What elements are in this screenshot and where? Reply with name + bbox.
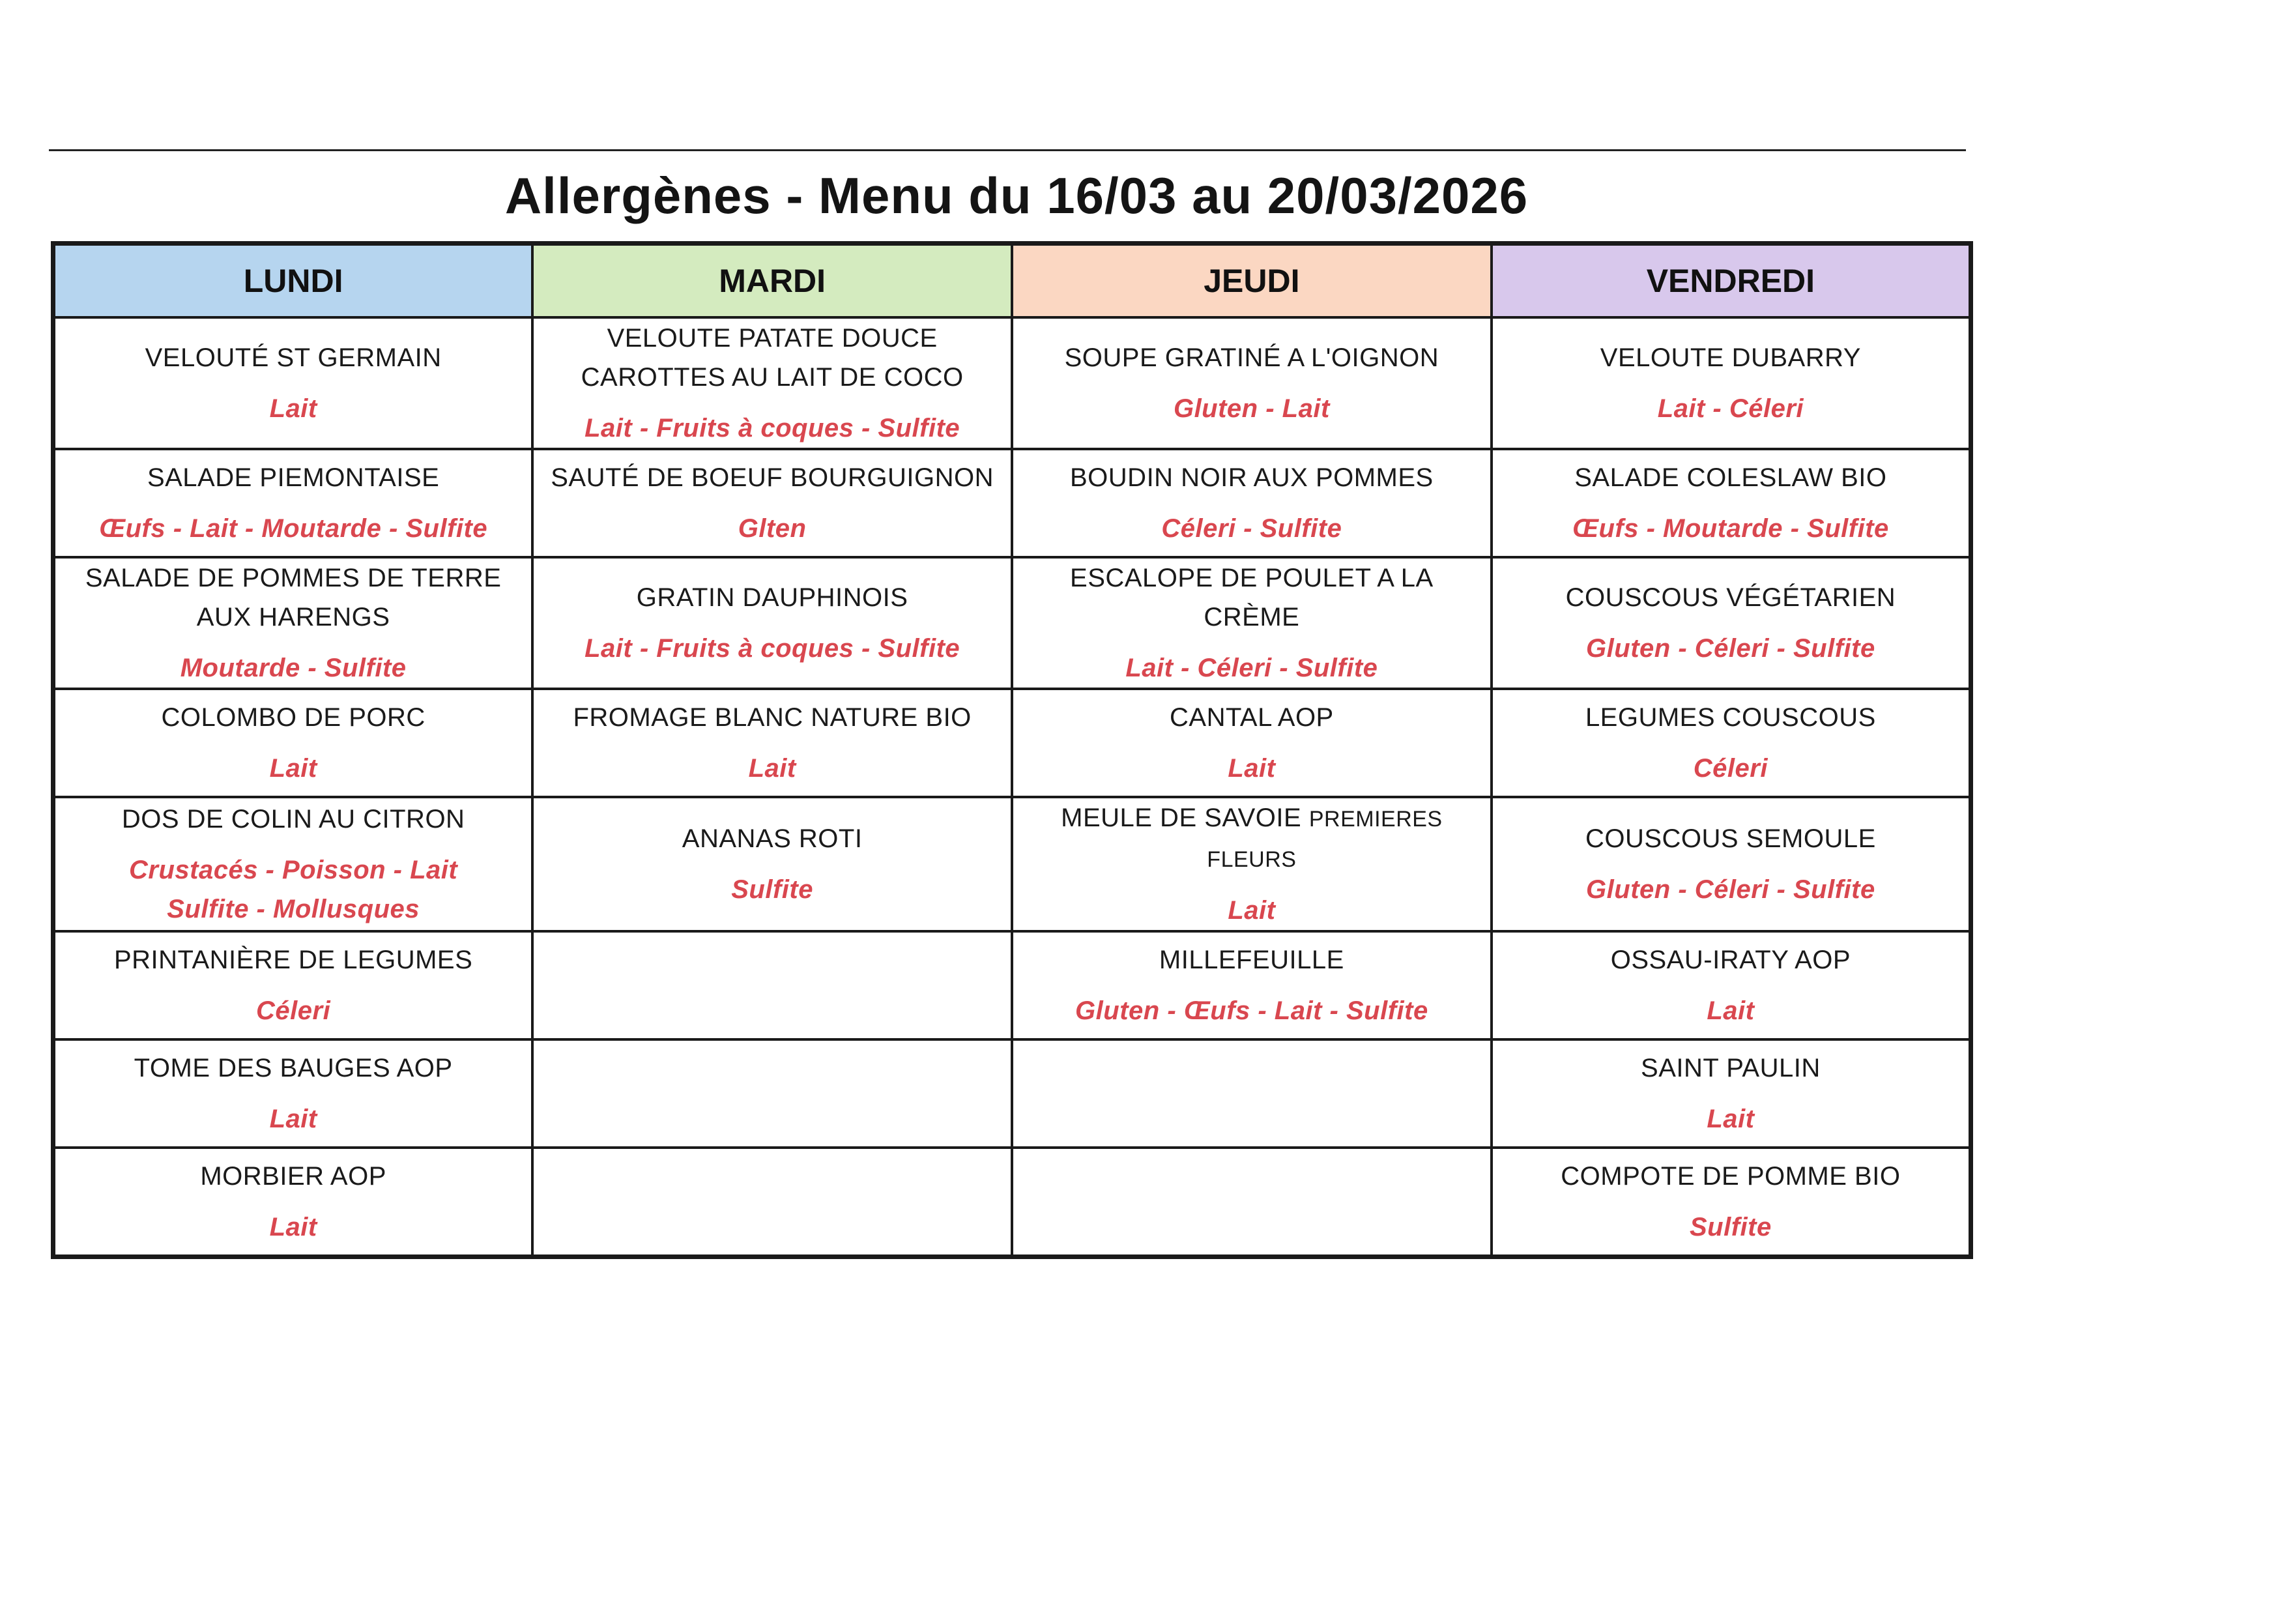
dish-label-suffix: PREMIERES FLEURS — [1207, 807, 1443, 872]
menu-cell — [1492, 797, 1971, 931]
allergen-list: Crustacés - Poisson - Lait Sulfite - Mollusques — [129, 856, 458, 923]
allergen-list: Gluten - Lait — [1173, 394, 1330, 423]
menu-cell — [53, 449, 533, 557]
dish-label: SALADE DE POMMES DE TERRE AUX HARENGS — [85, 564, 502, 631]
allergen-list: Lait - Fruits à coques - Sulfite — [585, 634, 960, 663]
allergen-list: Lait — [1707, 1105, 1755, 1133]
allergen-list: Œufs - Lait - Moutarde - Sulfite — [99, 514, 488, 543]
menu-cell — [53, 1148, 533, 1257]
dish-name — [67, 1157, 519, 1196]
dish-label: COUSCOUS VÉGÉTARIEN — [1565, 583, 1896, 612]
dish-label: ANANAS ROTI — [682, 824, 863, 853]
table-row — [53, 797, 1971, 931]
allergen-list: Gluten - Œufs - Lait - Sulfite — [1075, 996, 1428, 1025]
menu-cell — [53, 317, 533, 449]
dish-name — [1505, 1049, 1957, 1088]
menu-cell — [532, 931, 1012, 1039]
menu-cell — [1012, 317, 1492, 449]
allergen-list: Sulfite — [731, 875, 813, 904]
menu-cell — [1012, 931, 1492, 1039]
dish-name — [67, 1049, 519, 1088]
day-header-mardi: MARDI — [532, 244, 1012, 318]
allergen-list: Lait — [1707, 996, 1755, 1025]
menu-cell — [532, 1148, 1012, 1257]
menu-cell — [532, 689, 1012, 797]
dish-label: MEULE DE SAVOIE — [1061, 804, 1302, 832]
menu-cell — [532, 797, 1012, 931]
dish-label: TOME DES BAUGES AOP — [134, 1054, 453, 1082]
menu-cell — [1012, 797, 1492, 931]
dish-label: COMPOTE DE POMME BIO — [1561, 1162, 1901, 1191]
dish-label: COLOMBO DE PORC — [161, 703, 426, 732]
allergen-list: Lait - Céleri — [1657, 394, 1804, 423]
menu-cell — [1492, 689, 1971, 797]
table-row — [53, 1148, 1971, 1257]
dish-name — [67, 800, 519, 839]
dish-name — [545, 319, 999, 397]
allergen-list: Lait — [748, 754, 796, 783]
dish-name — [67, 940, 519, 979]
dish-name — [1025, 798, 1479, 879]
menu-cell — [53, 1039, 533, 1148]
allergen-list: Gluten - Céleri - Sulfite — [1586, 634, 1875, 663]
dish-name — [1505, 578, 1957, 617]
menu-cell — [1492, 317, 1971, 449]
menu-cell — [53, 797, 533, 931]
menu-cell — [1012, 557, 1492, 689]
allergen-list: Lait - Céleri - Sulfite — [1125, 654, 1378, 682]
dish-label: BOUDIN NOIR AUX POMMES — [1070, 463, 1434, 492]
dish-label: SOUPE GRATINÉ A L'OIGNON — [1064, 343, 1439, 372]
table-row — [53, 449, 1971, 557]
dish-label: SALADE PIEMONTAISE — [147, 463, 440, 492]
allergen-list: Gluten - Céleri - Sulfite — [1586, 875, 1875, 904]
menu-cell — [532, 1039, 1012, 1148]
dish-name — [1505, 458, 1957, 497]
allergen-list: Céleri — [1693, 754, 1768, 783]
dish-label: DOS DE COLIN AU CITRON — [121, 805, 465, 834]
menu-cell — [1012, 449, 1492, 557]
day-header-vendredi: VENDREDI — [1492, 244, 1971, 318]
dish-name — [67, 698, 519, 737]
dish-name — [67, 338, 519, 377]
allergen-list: Lait — [1228, 896, 1276, 925]
table-row — [53, 557, 1971, 689]
dish-name — [67, 458, 519, 497]
table-row — [53, 931, 1971, 1039]
dish-name — [1025, 940, 1479, 979]
menu-cell — [532, 449, 1012, 557]
dish-name — [1025, 338, 1479, 377]
page-title: Allergènes - Menu du 16/03 au 20/03/2026 — [504, 167, 1529, 224]
header-row — [53, 244, 1971, 318]
day-header-jeudi: JEUDI — [1012, 244, 1492, 318]
dish-label: MILLEFEUILLE — [1159, 946, 1344, 974]
allergen-list: Lait — [269, 1213, 317, 1241]
dish-label: SAUTÉ DE BOEUF BOURGUIGNON — [551, 463, 994, 492]
menu-cell — [1492, 1039, 1971, 1148]
dish-label: ESCALOPE DE POULET A LA CRÈME — [1070, 564, 1434, 631]
dish-label: COUSCOUS SEMOULE — [1585, 824, 1876, 853]
menu-cell — [1012, 689, 1492, 797]
dish-name — [545, 698, 999, 737]
menu-cell — [1492, 931, 1971, 1039]
dish-name — [67, 558, 519, 637]
dish-label: SALADE COLESLAW BIO — [1574, 463, 1887, 492]
dish-label: VELOUTE PATATE DOUCE CAROTTES AU LAIT DE COCO — [581, 324, 964, 392]
allergen-list: Œufs - Moutarde - Sulfite — [1572, 514, 1889, 543]
menu-cell — [1492, 449, 1971, 557]
table-row — [53, 1039, 1971, 1148]
menu-cell — [53, 557, 533, 689]
dish-label: GRATIN DAUPHINOIS — [636, 583, 908, 612]
menu-cell — [532, 317, 1012, 449]
allergen-list: Lait - Fruits à coques - Sulfite — [585, 414, 960, 442]
menu-cell — [532, 557, 1012, 689]
dish-name — [1505, 940, 1957, 979]
dish-name — [545, 578, 999, 617]
menu-body — [53, 317, 1971, 1257]
dish-name — [1505, 698, 1957, 737]
allergen-list: Lait — [269, 394, 317, 423]
dish-name — [545, 819, 999, 858]
allergen-list: Glten — [738, 514, 807, 543]
dish-name — [545, 458, 999, 497]
dish-name — [1505, 338, 1957, 377]
dish-label: OSSAU-IRATY AOP — [1610, 946, 1851, 974]
dish-name — [1025, 458, 1479, 497]
allergen-list: Céleri — [256, 996, 331, 1025]
allergen-list: Moutarde - Sulfite — [180, 654, 407, 682]
top-divider-line — [49, 149, 1966, 151]
allergen-list: Sulfite — [1690, 1213, 1772, 1241]
allergen-list: Lait — [269, 754, 317, 783]
dish-label: VELOUTÉ ST GERMAIN — [145, 343, 442, 372]
dish-label: VELOUTE DUBARRY — [1600, 343, 1861, 372]
menu-cell — [1012, 1039, 1492, 1148]
dish-label: MORBIER AOP — [200, 1162, 386, 1191]
dish-label: LEGUMES COUSCOUS — [1585, 703, 1876, 732]
menu-cell — [53, 931, 533, 1039]
dish-label: CANTAL AOP — [1170, 703, 1334, 732]
dish-name — [1505, 1157, 1957, 1196]
menu-cell — [1492, 557, 1971, 689]
dish-name — [1505, 819, 1957, 858]
allergen-list: Lait — [1228, 754, 1276, 783]
allergen-list: Lait — [269, 1105, 317, 1133]
menu-cell — [1492, 1148, 1971, 1257]
table-row — [53, 317, 1971, 449]
dish-label: PRINTANIÈRE DE LEGUMES — [113, 946, 473, 974]
dish-label: SAINT PAULIN — [1641, 1054, 1821, 1082]
dish-label: FROMAGE BLANC NATURE BIO — [573, 703, 972, 732]
menu-cell — [1012, 1148, 1492, 1257]
allergen-list: Céleri - Sulfite — [1161, 514, 1342, 543]
menu-cell — [53, 689, 533, 797]
day-header-lundi: LUNDI — [53, 244, 533, 318]
table-row — [53, 689, 1971, 797]
dish-name — [1025, 698, 1479, 737]
dish-name — [1025, 558, 1479, 637]
allergen-menu-table — [51, 241, 1973, 1259]
